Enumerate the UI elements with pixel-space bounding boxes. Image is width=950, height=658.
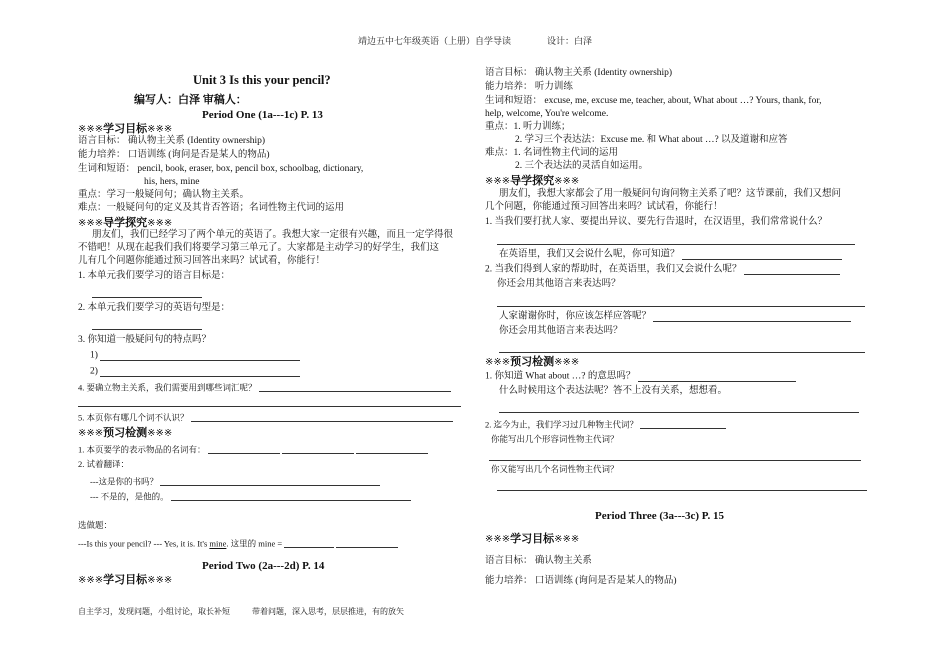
question-3-item-2[interactable]: 2) [90, 367, 300, 377]
p2-intro-line-1: 朋友们，我想大家都会了用一般疑问句询问物主关系了吧？这节课前，我们又想问 [499, 189, 842, 199]
p2-diff-2: 2. 三个表达法的灵活自如运用。 [515, 161, 649, 171]
optional-heading: 选做题： [78, 520, 113, 530]
p2-section-check-heading: ※※※预习检测※※※ [485, 355, 580, 368]
p2-check-1[interactable]: 1. 你知道 What about …? 的意思吗？ [485, 372, 796, 382]
p2-answer-line-1[interactable] [497, 235, 855, 245]
p2-key-2: 2. 学习三个表达法：Excuse me. 和 What about …? 以及道谢和应答 [515, 135, 788, 145]
p2-check-2[interactable]: 2. 迄今为止，我们学习过几种物主代词？ [485, 419, 726, 429]
p3-ability-goal: 能力培养： 口语训练 (询问是否是某人的物品) [485, 576, 677, 586]
header-title: 靖边五中七年级英语（上册）自学导读 [357, 36, 511, 46]
p3-section-goal-heading: ※※※学习目标※※※ [485, 532, 580, 545]
question-5[interactable]: 5. 本页你有哪几个词不认识？ [78, 412, 453, 422]
p2-language-goal: 语言目标： 确认物主关系 (Identity ownership) [485, 68, 673, 78]
p2-question-1: 1. 当我们要打扰人家、要提出异议、要先行告退时，在汉语里，我们常常说什么？ [485, 217, 828, 227]
question-1: 1. 本单元我们要学习的语言目标是： [78, 271, 231, 281]
p2-intro-line-2: 几个问题，你能通过预习回答出来吗？试试看，你能行！ [485, 202, 723, 212]
intro-line-2: 不错吧！从现在起我们我们将要学习第三单元了。大家都是主动学习的好学生，我们这 [78, 243, 440, 253]
translate-2[interactable]: --- 不是的，是他的。 [90, 491, 411, 501]
p2-question-2b[interactable]: 人家谢谢你时，你应该怎样应答呢？ [499, 312, 851, 322]
section-check-heading: ※※※预习检测※※※ [78, 426, 173, 439]
footer-left: 自主学习，发现问题，小组讨论，取长补短 [78, 607, 230, 616]
p2-question-1a[interactable]: 在英语里，我们又会说什么呢，你可知道？ [499, 250, 842, 260]
p2-question-2c: 你还会用其他语言来表达吗？ [499, 326, 623, 336]
check-2: 2. 试着翻译： [78, 459, 130, 469]
p2-ability-goal: 能力培养： 听力训练 [485, 82, 573, 92]
p2-vocab-line-1: 生词和短语： excuse, me, excuse me, teacher, about, What about …? Yours, thank, for, [485, 96, 822, 106]
p2-diff-1: 难点：1. 名词性物主代词的运用 [485, 148, 619, 158]
check-1[interactable]: 1. 本页要学的表示物品的名词有： [78, 444, 428, 454]
p2-check-2a: 你能写出几个形容词性物主代词？ [491, 434, 619, 444]
period-two-heading: Period Two (2a---2d) P. 14 [202, 560, 325, 572]
optional-question[interactable]: ---Is this your pencil? --- Yes, it is. It's mine. 这里的 mine = [78, 538, 398, 548]
footer-right: 带着问题，深入思考，层层推进，有的放矢 [252, 607, 404, 616]
section-explore-heading: ※※※导学探究※※※ [78, 216, 173, 229]
intro-line-3: 儿有几个问题你能通过预习回答出来吗？试试看，你能行！ [78, 256, 326, 266]
p2-key-1: 重点：1. 听力训练； [485, 122, 571, 132]
period-three-heading: Period Three (3a---3c) P. 15 [595, 510, 725, 522]
p3-language-goal: 语言目标： 确认物主关系 [485, 556, 592, 566]
p2-answer-line-6[interactable] [497, 481, 867, 491]
page-header [0, 37, 950, 46]
p2-answer-line-5[interactable] [489, 451, 861, 461]
answer-line-4[interactable] [78, 397, 461, 407]
question-4[interactable]: 4. 要确立物主关系，我们需要用到哪些词汇呢？ [78, 382, 451, 392]
p2-vocab-line-2: help, welcome, You're welcome. [485, 109, 609, 119]
authors-line: 编写人：白泽 审稿人： [134, 94, 247, 106]
question-2: 2. 本单元我们要学习的英语句型是： [78, 303, 231, 313]
vocab-line-1: 生词和短语： pencil, book, eraser, box, pencil box, schoolbag, dictionary, [78, 164, 364, 174]
p2-question-2a: 你还会用其他语言来表达吗？ [497, 279, 621, 289]
ability-goal: 能力培养： 口语训练 (询问是否是某人的物品) [78, 150, 270, 160]
p2-answer-line-3[interactable] [499, 343, 865, 353]
page-footer [78, 608, 404, 616]
p2-check-2b: 你又能写出几个名词性物主代词？ [491, 464, 619, 474]
p2-question-2[interactable]: 2. 当我们得到人家的帮助时，在英语里，我们又会说什么呢？ [485, 265, 840, 275]
p2-answer-line-4[interactable] [499, 403, 859, 413]
intro-line-1: 朋友们，我们已经学习了两个单元的英语了。我想大家一定很有兴趣，而且一定学得很 [92, 230, 454, 240]
answer-line-1[interactable] [92, 288, 202, 298]
section-goal-heading-2: ※※※学习目标※※※ [78, 573, 173, 586]
key-points: 重点：学习一般疑问句；确认物主关系。 [78, 190, 250, 200]
translate-1[interactable]: ---这是你的书吗？ [90, 476, 380, 486]
question-3: 3. 你知道一般疑问句的特点吗？ [78, 335, 212, 345]
difficult-points: 难点：一般疑问句的定义及其肯否答语；名词性物主代词的运用 [78, 203, 345, 213]
language-goal: 语言目标： 确认物主关系 (Identity ownership) [78, 136, 266, 146]
section-goal-heading: ※※※学习目标※※※ [78, 122, 173, 135]
vocab-line-2: his, hers, mine [144, 177, 200, 187]
period-one-heading: Period One (1a---1c) P. 13 [202, 109, 323, 121]
p2-check-1a: 什么时候用这个表达法呢？答不上没有关系，想想看。 [499, 386, 728, 396]
p2-answer-line-2[interactable] [497, 297, 865, 307]
answer-line-2[interactable] [92, 320, 202, 330]
p2-section-explore-heading: ※※※导学探究※※※ [485, 174, 580, 187]
header-designer: 设计：白泽 [547, 36, 593, 46]
question-3-item-1[interactable]: 1) [90, 351, 300, 361]
unit-title: Unit 3 Is this your pencil? [193, 73, 331, 87]
